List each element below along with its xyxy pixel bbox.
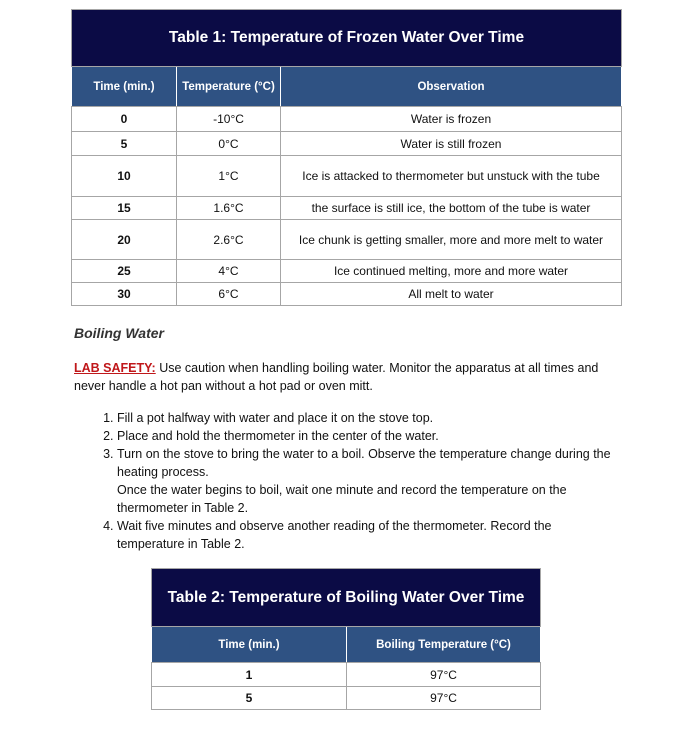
observation-cell: All melt to water <box>281 283 622 306</box>
time-cell: 5 <box>152 687 347 710</box>
temperature-cell: 4°C <box>177 260 281 283</box>
time-cell: 5 <box>72 132 177 156</box>
time-cell: 1 <box>152 663 347 687</box>
lab-safety-note <box>74 359 614 395</box>
table-row <box>72 197 622 220</box>
table2-title: Table 2: Temperature of Boiling Water Over Time <box>152 569 541 627</box>
table-row <box>72 220 622 260</box>
time-cell: 15 <box>72 197 177 220</box>
table-row <box>72 132 622 156</box>
temperature-cell: 97°C <box>347 663 541 687</box>
time-cell: 30 <box>72 283 177 306</box>
boiling-water-table <box>151 568 541 710</box>
time-cell: 10 <box>72 156 177 197</box>
table-row <box>152 687 541 710</box>
temperature-cell: 2.6°C <box>177 220 281 260</box>
lab-safety-text: Use caution when handling boiling water. Monitor the apparatus at all times and never handle a hot pan without a hot pad or oven mitt. <box>74 361 599 393</box>
time-cell: 0 <box>72 107 177 132</box>
lab-safety-label: LAB SAFETY: <box>74 361 156 375</box>
step: 2. Place and hold the thermometer in the center of the water. <box>117 427 617 445</box>
temperature-cell: 1.6°C <box>177 197 281 220</box>
observation-cell: Ice chunk is getting smaller, more and more melt to water <box>281 220 622 260</box>
temperature-cell: 0°C <box>177 132 281 156</box>
header-boiling-temperature: Boiling Temperature (°C) <box>347 627 541 663</box>
header-observation: Observation <box>281 67 622 107</box>
procedure-steps <box>74 409 617 553</box>
table-row <box>72 156 622 197</box>
observation-cell: the surface is still ice, the bottom of the tube is water <box>281 197 622 220</box>
step: 1. Fill a pot halfway with water and place it on the stove top. <box>117 409 617 427</box>
observation-cell: Ice is attacked to thermometer but unstuck with the tube <box>281 156 622 197</box>
time-cell: 25 <box>72 260 177 283</box>
observation-cell: Ice continued melting, more and more water <box>281 260 622 283</box>
time-cell: 20 <box>72 220 177 260</box>
table-row <box>72 260 622 283</box>
header-time: Time (min.) <box>152 627 347 663</box>
temperature-cell: -10°C <box>177 107 281 132</box>
section-heading: Boiling Water <box>74 325 164 341</box>
observation-cell: Water is still frozen <box>281 132 622 156</box>
observation-cell: Water is frozen <box>281 107 622 132</box>
frozen-water-table <box>71 9 622 306</box>
header-time: Time (min.) <box>72 67 177 107</box>
table-row <box>72 283 622 306</box>
table-row <box>152 663 541 687</box>
temperature-cell: 97°C <box>347 687 541 710</box>
temperature-cell: 1°C <box>177 156 281 197</box>
table1-title: Table 1: Temperature of Frozen Water Over Time <box>72 10 622 67</box>
step: 4. Wait five minutes and observe another reading of the thermometer. Record the temperature in Table 2. <box>117 517 617 553</box>
step: 3. Turn on the stove to bring the water to a boil. Observe the temperature change during the heating process. Once the water begins to boil, wait one minute and record the temperature on the thermometer in Table 2. <box>117 445 617 517</box>
header-temperature: Temperature (°C) <box>177 67 281 107</box>
temperature-cell: 6°C <box>177 283 281 306</box>
table-row <box>72 107 622 132</box>
